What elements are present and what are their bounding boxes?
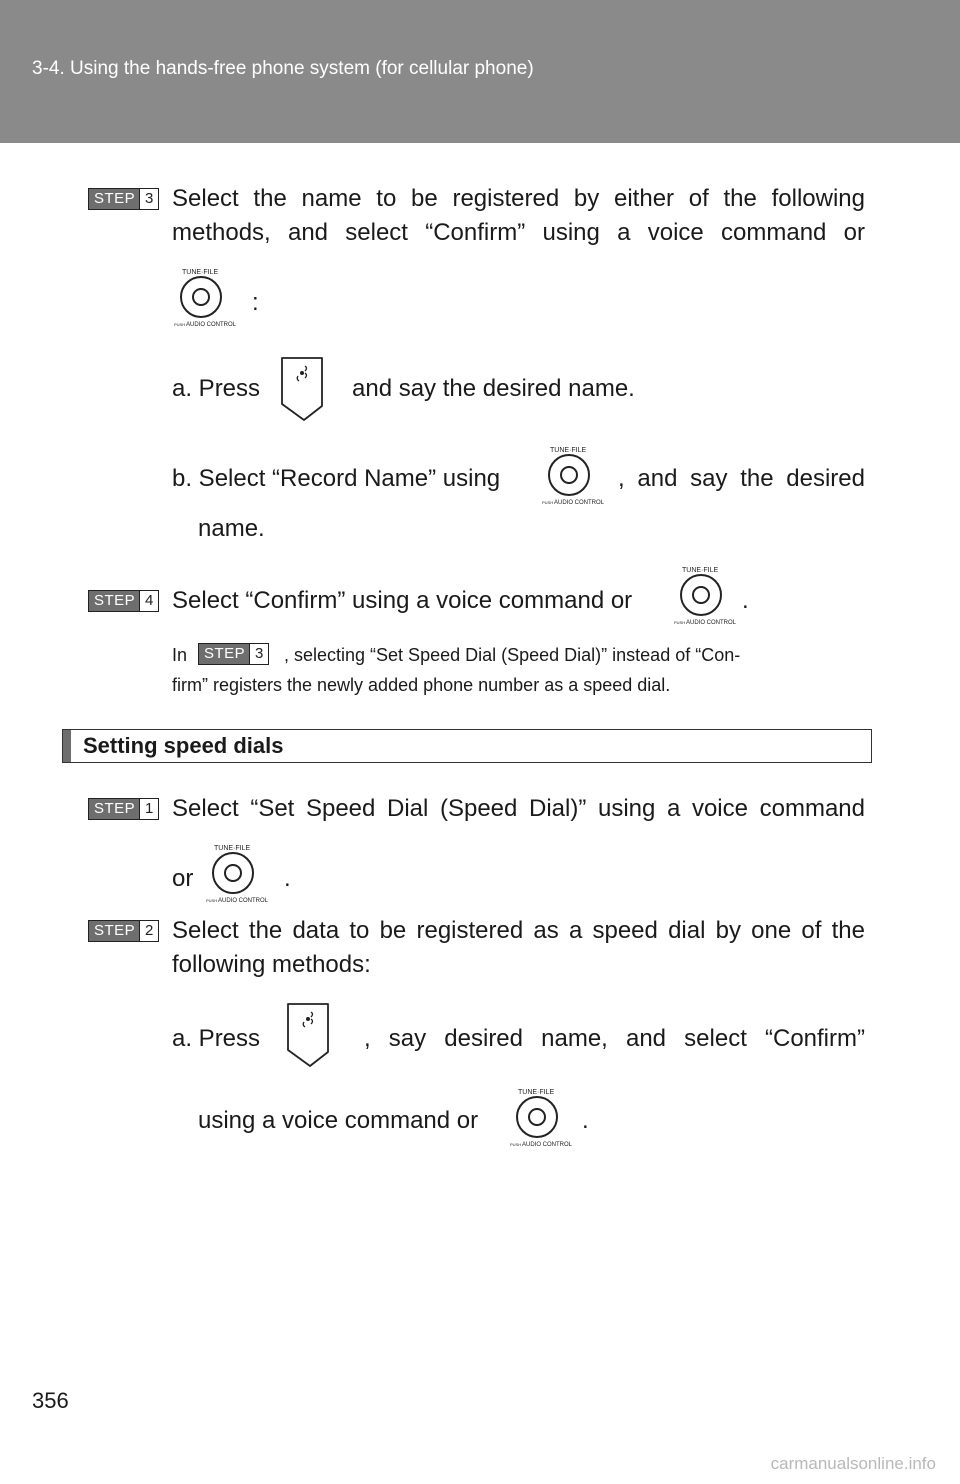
step-badge-3: STEP 3 [88,188,159,210]
step4-period: . [742,587,749,614]
knob-top-label: TUNE·FILE [182,269,219,276]
step3-b-pre: b. Select “Record Name” using [172,465,501,492]
section-heading [62,729,872,763]
knob-bottom-label: AUDIO CONTROL [186,322,237,328]
step-badge-1: STEP 1 [88,798,159,820]
svg-text:AUDIO CONTROL: AUDIO CONTROL [522,1142,573,1148]
svg-text:AUDIO CONTROL: AUDIO CONTROL [554,500,605,506]
svg-text:PUSH: PUSH [542,500,554,505]
step2-a-period: . [582,1107,589,1134]
svg-text:PUSH: PUSH [510,1142,522,1147]
svg-text:PUSH: PUSH [206,898,218,903]
section-title: Setting speed dials [83,733,284,758]
step3-line1: Select the name to be registered by either of the following [172,185,865,212]
step3-a-pre: a. Press [172,375,261,402]
step3-b-post: , and say the desired [618,465,865,492]
svg-text:TUNE·FILE: TUNE·FILE [214,845,251,852]
talk-switch-icon [278,356,326,422]
step1-period: . [284,865,291,892]
note-step-badge: STEP 3 [198,643,269,665]
step4-text: Select “Confirm” using a voice command or [172,587,633,614]
svg-text:TUNE·FILE: TUNE·FILE [682,567,719,574]
tune-file-knob-icon [664,564,738,630]
svg-text:AUDIO CONTROL: AUDIO CONTROL [686,620,737,626]
page-header [0,0,960,143]
step3-colon: : [252,289,259,316]
step1-line1: Select “Set Speed Dial (Speed Dial)” using a voice command [172,795,865,822]
step3-a-post: and say the desired name. [352,375,635,402]
note-line1: , selecting “Set Speed Dial (Speed Dial)” instead of “Con- [284,645,741,665]
step-badge-4: STEP 4 [88,590,159,612]
page-number: 356 [32,1388,69,1413]
knob-push-label: PUSH [174,322,186,327]
talk-switch-icon [284,1002,332,1068]
watermark: carmanualsonline.info [770,1454,936,1473]
step-badge-2: STEP 2 [88,920,159,942]
step3-b-line2: name. [198,515,265,542]
tune-file-knob-icon [164,266,238,332]
svg-text:TUNE·FILE: TUNE·FILE [518,1089,555,1096]
step1-or: or [172,865,194,892]
step2-a-post: , say desired name, and select “Confirm” [364,1025,865,1052]
svg-text:PUSH: PUSH [674,620,686,625]
note-line2: firm” registers the newly added phone number as a speed dial. [172,675,671,695]
note-in: In [172,645,188,665]
tune-file-knob-icon [500,1086,574,1152]
tune-file-knob-icon [532,444,606,510]
header-title: 3-4. Using the hands-free phone system (for cellular phone) [32,58,534,79]
tune-file-knob-icon [196,842,270,908]
step3-line2: methods, and select “Confirm” using a voice command or [172,219,865,246]
svg-text:AUDIO CONTROL: AUDIO CONTROL [218,898,269,904]
step2-line1: Select the data to be registered as a speed dial by one of the [172,917,865,944]
step2-a-line2: using a voice command or [198,1107,479,1134]
step2-line2: following methods: [172,951,371,978]
svg-text:TUNE·FILE: TUNE·FILE [550,447,587,454]
step2-a-pre: a. Press [172,1025,261,1052]
